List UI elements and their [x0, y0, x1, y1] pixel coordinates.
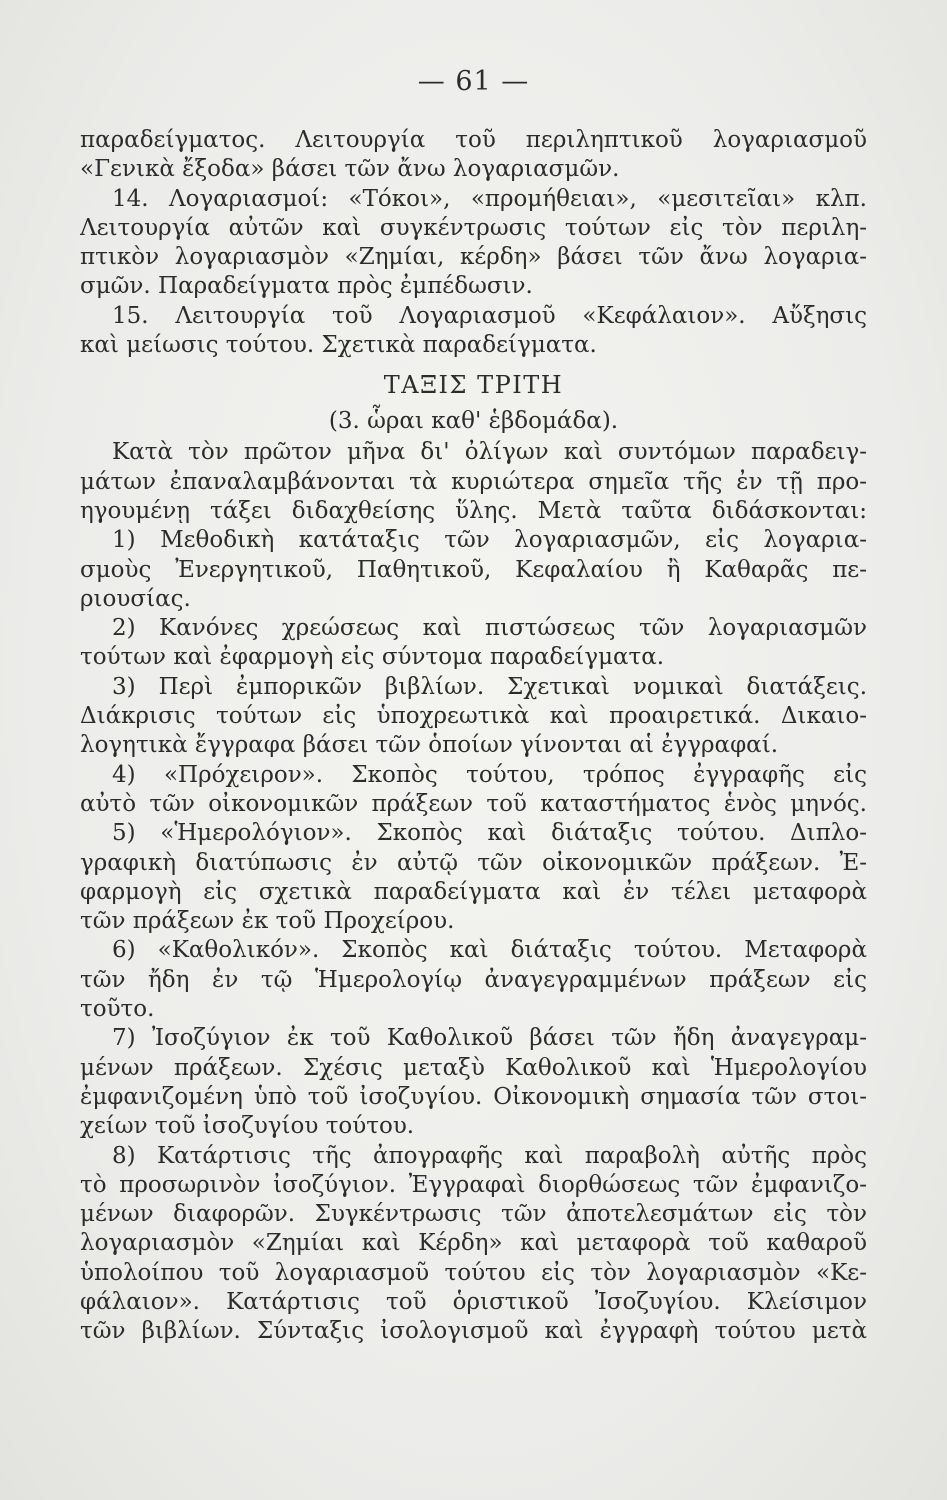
text-line: καὶ μείωσις τούτου. Σχετικὰ παραδείγματα.	[80, 332, 597, 359]
text-line: παραδείγματος. Λειτουργία τοῦ περιληπτικοῦ λογαριασμοῦ	[80, 127, 867, 153]
text-line: λογητικὰ ἔγγραφα βάσει τῶν ὁποίων γίνονται αἱ ἐγγραφαί.	[80, 732, 779, 759]
text-line: αὐτὸ τῶν οἰκονομικῶν πράξεων τοῦ καταστήματος ἑνὸς μηνός.	[80, 790, 867, 817]
text-line: 8) Κατάρτισις τῆς ἀπογραφῆς καὶ παραβολὴ αὐτῆς πρὸς	[112, 1142, 867, 1169]
text-line: 14. Λογαριασμοί: «Τόκοι», «προμήθειαι», «μεσιτεῖαι» κλπ.	[112, 185, 867, 212]
text-line: τοῦτο.	[80, 996, 155, 1023]
text-line: τῶν βιβλίων. Σύνταξις ἰσολογισμοῦ καὶ ἐγγραφὴ τούτου μετὰ	[80, 1318, 867, 1345]
text-line: φάλαιον». Κατάρτισις τοῦ ὁριστικοῦ Ἰσοζυγίου. Κλείσιμον	[80, 1288, 867, 1315]
text-line: 1) Μεθοδικὴ κατάταξις τῶν λογαριασμῶν, εἰς λογαρια-	[112, 527, 867, 554]
text-line: μένων διαφορῶν. Συγκέντρωσις τῶν ἀποτελεσμάτων εἰς τὸν	[80, 1201, 867, 1228]
text-line: 5) «Ἡμερολόγιον». Σκοπὸς καὶ διάταξις τούτου. Διπλο-	[112, 820, 867, 847]
text-line: ἐμφανιζομένη ὑπὸ τοῦ ἰσοζυγίου. Οἰκονομικὴ σημασία τῶν στοι-	[80, 1083, 867, 1110]
text-line: χείων τοῦ ἰσοζυγίου τούτου.	[80, 1113, 415, 1140]
text-line: 4) «Πρόχειρον». Σκοπὸς τούτου, τρόπος ἐγγραφῆς εἰς	[112, 761, 867, 788]
text-line: ηγουμένῃ τάξει διδαχθείσης ὕλης. Μετὰ ταῦτα διδάσκονται:	[80, 497, 867, 524]
text-line: Διάκρισις τούτων εἰς ὑποχρεωτικὰ καὶ προαιρετικά. Δικαιο-	[80, 703, 867, 730]
text-line: σμοὺς Ἐνεργητικοῦ, Παθητικοῦ, Κεφαλαίου ἢ Καθαρᾶς πε-	[80, 556, 867, 583]
text-line: Κατὰ τὸν πρῶτον μῆνα δι' ὀλίγων καὶ συντόμων παραδειγ-	[112, 439, 867, 466]
text-line: 15. Λειτουργία τοῦ Λογαριασμοῦ «Κεφάλαιον». Αὔξησις	[112, 302, 867, 329]
text-line: 7) Ἰσοζύγιον ἐκ τοῦ Καθολικοῦ βάσει τῶν ἤδη ἀναγεγραμ-	[112, 1025, 867, 1052]
body-text	[80, 126, 867, 1347]
page-number: — 61 —	[417, 66, 530, 97]
text-line: 2) Κανόνες χρεώσεως καὶ πιστώσεως τῶν λογαριασμῶν	[112, 615, 867, 642]
text-line: 6) «Καθολικόν». Σκοπὸς καὶ διάταξις τούτου. Μεταφορὰ	[112, 937, 867, 964]
text-line: 3) Περὶ ἐμπορικῶν βιβλίων. Σχετικαὶ νομικαὶ διατάξεις.	[112, 673, 867, 700]
text-line: μένων πράξεων. Σχέσις μεταξὺ Καθολικοῦ καὶ Ἡμερολογίου	[80, 1054, 867, 1081]
text-line: πτικὸν λογαριασμὸν «Ζημίαι, κέρδη» βάσει τῶν ἄνω λογαρια-	[80, 244, 867, 271]
section-heading: ΤΑΞΙΣ ΤΡΙΤΗ	[383, 371, 564, 400]
text-line: τῶν πράξεων ἐκ τοῦ Προχείρου.	[80, 908, 455, 935]
text-line: φαρμογὴ εἰς σχετικὰ παραδείγματα καὶ ἐν τέλει μεταφορὰ	[80, 878, 867, 905]
section-subheading: (3. ὧραι καθ' ἑβδομάδα).	[328, 408, 619, 435]
text-line: τὸ προσωρινὸν ἰσοζύγιον. Ἐγγραφαὶ διορθώσεως τῶν ἐμφανιζο-	[80, 1171, 867, 1198]
text-line: μάτων ἐπαναλαμβάνονται τὰ κυριώτερα σημεῖα τῆς ἐν τῇ προ-	[80, 468, 867, 495]
text-line: τῶν ἤδη ἐν τῷ Ἡμερολογίῳ ἀναγεγραμμένων πράξεων εἰς	[80, 966, 867, 993]
text-line: λογαριασμὸν «Ζημίαι καὶ Κέρδη» καὶ μεταφορὰ τοῦ καθαροῦ	[80, 1230, 867, 1257]
text-line: γραφικὴ διατύπωσις ἐν αὐτῷ τῶν οἰκονομικῶν πράξεων. Ἐ-	[80, 849, 867, 876]
text-line: «Γενικὰ ἔξοδα» βάσει τῶν ἄνω λογαριασμῶν.	[80, 156, 620, 183]
text-line: τούτων καὶ ἐφαρμογὴ εἰς σύντομα παραδείγματα.	[80, 644, 665, 671]
text-line: ὑπολοίπου τοῦ λογαριασμοῦ τούτου εἰς τὸν λογαριασμὸν «Κε-	[80, 1259, 867, 1286]
text-line: ριουσίας.	[80, 585, 191, 612]
text-line: σμῶν. Παραδείγματα πρὸς ἐμπέδωσιν.	[80, 273, 533, 300]
text-line: Λειτουργία αὐτῶν καὶ συγκέντρωσις τούτων εἰς τὸν περιλη-	[80, 214, 867, 241]
